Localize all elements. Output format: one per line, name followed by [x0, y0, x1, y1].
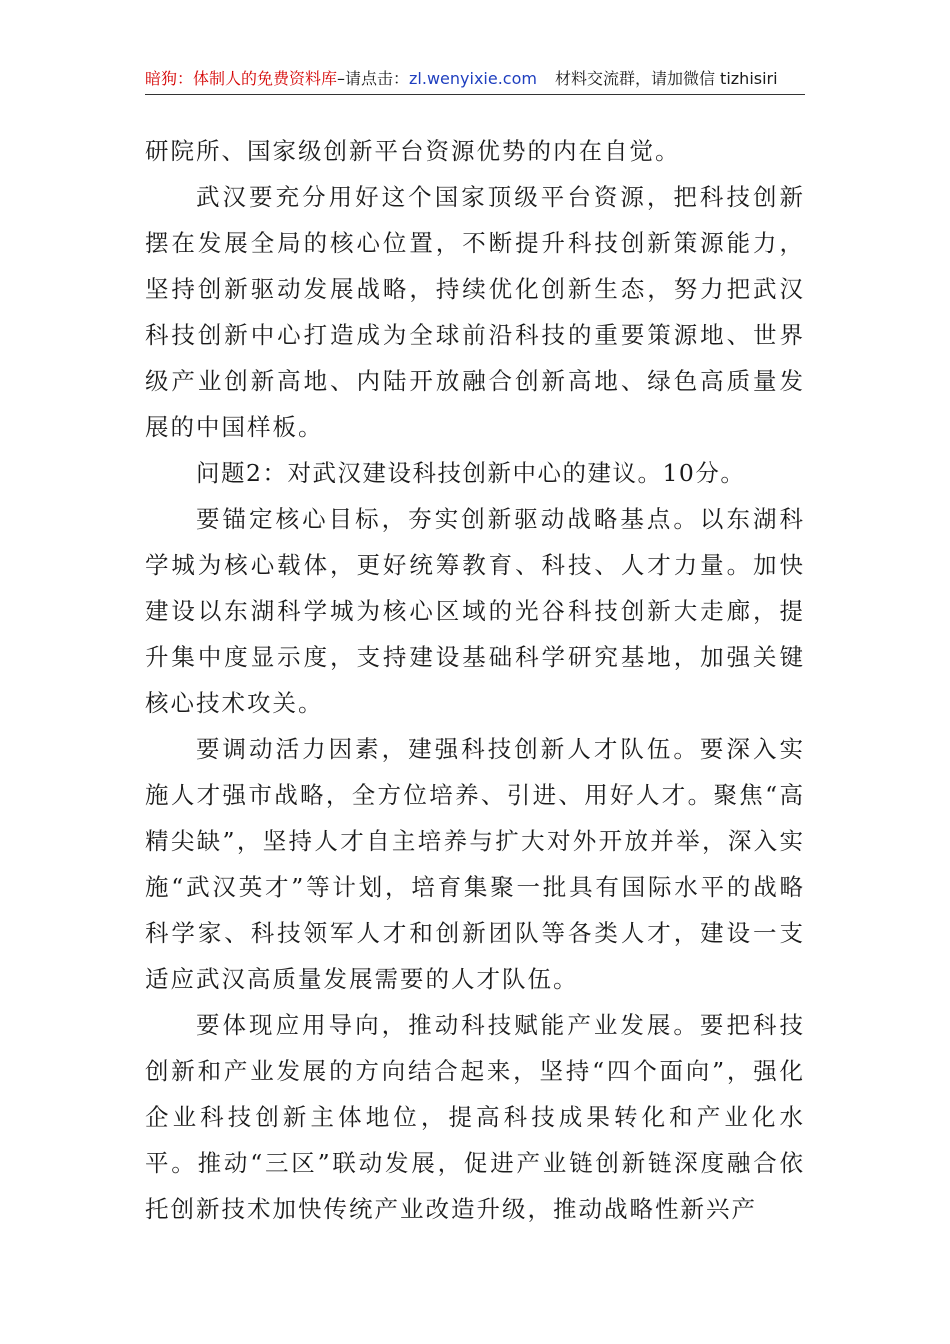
header-link[interactable]: zl.wenyixie.com	[409, 69, 537, 88]
paragraph: 要体现应用导向，推动科技赋能产业发展。要把科技创新和产业发展的方向结合起来，坚持“四个面向”，强化企业科技创新主体地位，提高科技成果转化和产业化水平。推动“三区”联动发展，促进产业链创新链深度融合依托创新技术加快传统产业改造升级，推动战略性新兴产	[145, 1011, 805, 1223]
document-body	[145, 128, 805, 1232]
header-prompt: –请点击：	[337, 69, 410, 88]
question-heading: 问题2：对武汉建设科技创新中心的建议。10分。	[196, 459, 746, 487]
header-brand: 暗狗：体制人的免费资料库	[145, 69, 338, 88]
paragraph: 要锚定核心目标，夯实创新驱动战略基点。以东湖科学城为核心载体，更好统筹教育、科技、人才力量。加快建设以东湖科学城为核心区域的光谷科技创新大走廊，提升集中度显示度，支持建设基础科学研究基地，加强关键核心技术攻关。	[145, 505, 805, 717]
page-header	[145, 64, 805, 95]
paragraph: 武汉要充分用好这个国家顶级平台资源，把科技创新摆在发展全局的核心位置，不断提升科技创新策源能力，坚持创新驱动发展战略，持续优化创新生态，努力把武汉科技创新中心打造成为全球前沿科技的重要策源地、世界级产业创新高地、内陆开放融合创新高地、绿色高质量发展的中国样板。	[145, 183, 805, 441]
header-wechat-note: 材料交流群，请加微信 tizhisiri	[554, 69, 778, 88]
paragraph-continuation: 研院所、国家级创新平台资源优势的内在自觉。	[145, 137, 681, 165]
paragraph: 要调动活力因素，建强科技创新人才队伍。要深入实施人才强市战略，全方位培养、引进、用好人才。聚焦“高精尖缺”，坚持人才自主培养与扩大对外开放并举，深入实施“武汉英才”等计划，培育集聚一批具有国际水平的战略科学家、科技领军人才和创新团队等各类人才，建设一支适应武汉高质量发展需要的人才队伍。	[145, 735, 805, 993]
